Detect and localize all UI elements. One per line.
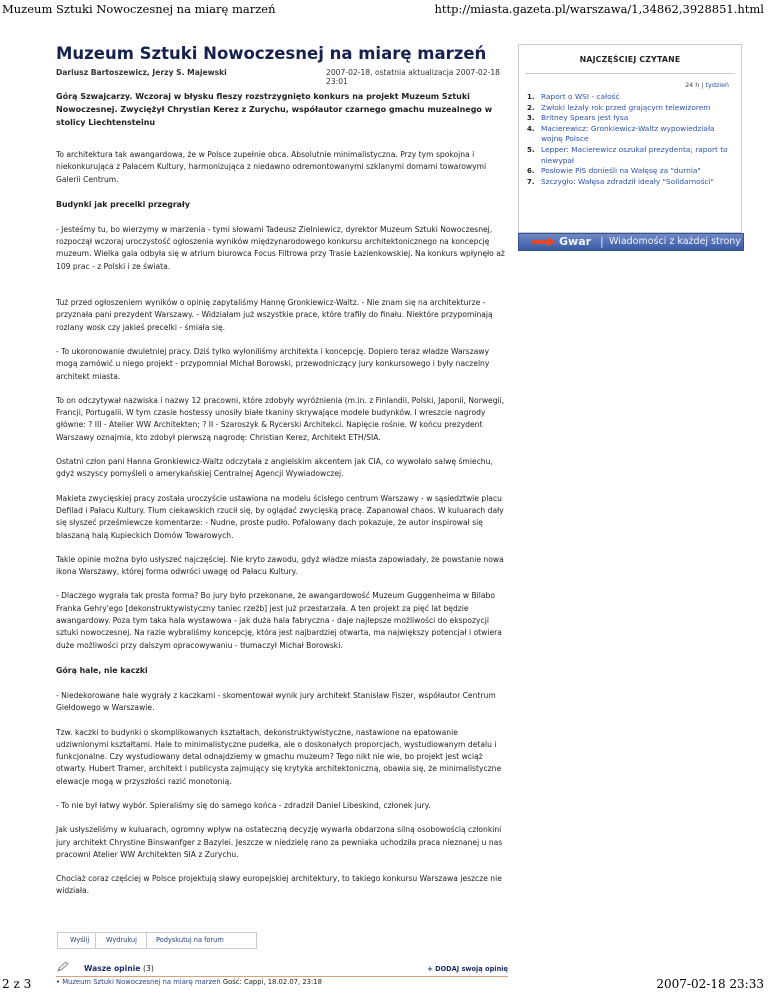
gwar-banner[interactable]	[518, 233, 744, 251]
comments-title-text: Wasze opinie	[84, 964, 141, 973]
item-number: 1.	[527, 93, 535, 101]
print-button[interactable]: Wydrukuj	[106, 936, 138, 944]
article-paragraph: - To nie był łatwy wybór. Spieraliśmy się do samego końca - zdradził Daniel Libeskind, członek jury.	[56, 800, 431, 810]
comments-count: (3)	[143, 964, 154, 973]
article-paragraph: Tuż przed ogłoszeniem wyników o opinię zapytaliśmy Hannę Gronkiewicz-Waltz. - Nie znam się na architekturze - przyznała pani prezydent Warszawy. - Widziałam już wszystkie prace, które trafiły do finału. Niektóre przypominają rozlany wosk czy jakieś precelki - śmiała się.	[56, 298, 493, 332]
actions-divider	[95, 933, 96, 948]
most-read-item[interactable]	[519, 166, 729, 177]
article-paragraph: - To ukoronowanie dwuletniej pracy. Dziś tylko wyłoniliśmy architekta i koncepcję. Dopiero teraz władze Warszawy mogą zamówić u niego projekt - przypomniał Michał Borowski, przewodniczący jury konkursowego i były naczelny architekt miasta.	[56, 346, 490, 381]
article-paragraph: Ostatni człon pani Hanna Gronkiewicz-Waltz odczytała z angielskim akcentem jak CIA, co wywołało salwę śmiechu, gdyż wszyscy pomyśleli o amerykańskiej Centralnej Agencji Wywiadowczej.	[56, 457, 493, 479]
most-read-title: NAJCZĘŚCIEJ CZYTANE	[579, 55, 681, 64]
article-paragraph: Chociaż coraz częściej w Polsce projektują sławy europejskiej architektury, to takiego konkursu Warszawa jeszcze nie widziała.	[56, 874, 502, 896]
item-link[interactable]: Zwłoki leżały rok przed grającym telewizorem	[541, 102, 711, 112]
article-paragraph: - Dlaczego wygrała tak prosta forma? Bo jury było przekonane, że awangardowość Muzeum Guggenheima w Bilabo Franka Gehry'ego [dekonstruktywistyczny taniec rzeźb] jest już przestarzała. A ten projekt za pięć lat będzie awangardowy. Poza tym taka hala wystawowa - jak duża hala fabryczna - daje najlepsze możliwości do ekspozycji sztuki nowoczesnej. Na razie wybraliśmy koncepcję, która jest najbardziej otwarta, ma największy potencjał i otwiera duże możliwości przy dalszym opracowywaniu - tłumaczył Michał Borowski.	[56, 591, 502, 650]
discuss-forum-button[interactable]: Podyskutuj na forum	[156, 936, 224, 944]
article-paragraph: Makieta zwycięskiej pracy została uroczyście ustawiona na modelu ścisłego centrum Warszawy - w sąsiedztwie placu Defilad i Pałacu Kultury. Tłum ciekawskich rzucił się, by oglądać zwycięską pracę. Zapanował chaos. W kuluarach dały się słyszeć prześmiewcze komentarze: - Nudne, proste pudło. Pofalowany dach pokazuje, że autor inspirował się blaszaną halą Kupieckich Domów Towarowych.	[56, 493, 504, 540]
item-number: 2.	[527, 103, 535, 112]
most-read-item[interactable]	[519, 124, 729, 145]
most-read-list	[519, 92, 729, 187]
tab-separator: |	[701, 81, 704, 89]
send-button[interactable]: Wyślij	[70, 936, 90, 944]
comment-link[interactable]: Muzeum Sztuki Nowoczesnej na miarę marzeń	[62, 978, 221, 986]
article-paragraph: To architektura tak awangardowa, że w Polsce zupełnie obca. Absolutnie minimalistyczna. Przy tym spokojna i niekonkurująca z Pałacem Kultury, harmonizująca z niedawno odremontowanymi szklanymi domami towarowymi Galerii Centrum.	[56, 150, 487, 184]
most-read-item[interactable]	[519, 92, 729, 103]
most-read-item[interactable]	[519, 145, 729, 166]
item-link[interactable]: Britney Spears jest łysa	[541, 113, 629, 123]
print-page-number: 2 z 3	[2, 977, 32, 991]
item-number: 6.	[527, 167, 535, 176]
most-read-divider	[525, 73, 735, 74]
tab-week[interactable]: tydzień	[705, 81, 729, 89]
print-header	[0, 0, 768, 18]
banner-brand: Gwar	[559, 235, 592, 248]
item-number: 3.	[527, 114, 535, 123]
most-read-item[interactable]	[519, 177, 729, 188]
bullet-icon: •	[56, 978, 61, 986]
item-number: 7.	[527, 177, 535, 186]
banner-tagline: Wiadomości z każdej strony	[609, 236, 741, 247]
article-title: Muzeum Sztuki Nowoczesnej na miarę marzeń	[56, 44, 487, 63]
article-paragraph: Takie opinie można było usłyszeć najczęściej. Nie kryto zawodu, gdyż władze miasta zapowiadały, że powstanie nowa ikona Warszawy, której forma odwróci uwagę od Pałacu Kultury.	[56, 554, 504, 577]
banner-separator: |	[600, 235, 604, 248]
item-number: 5.	[527, 145, 535, 154]
article-dates: 2007-02-18, ostatnia aktualizacja 2007-02-18 23:01	[326, 68, 500, 86]
comment-meta: Gość: Cappi, 18.02.07, 23:18	[222, 978, 322, 986]
comments-title[interactable]	[84, 964, 154, 973]
most-read-box	[518, 44, 742, 233]
print-page-url[interactable]: http://miasta.gazeta.pl/warszawa/1,34862,3928851.html	[434, 2, 764, 16]
print-date: 2007-02-18 23:33	[656, 977, 764, 991]
item-link[interactable]: Raport o WSI - całość	[541, 92, 620, 101]
item-link[interactable]: Szczygło: Wałęsa zdradził ideały "Solidarności"	[541, 176, 715, 186]
pencil-icon	[56, 961, 70, 973]
item-link[interactable]: Macierewicz: Gronkiewicz-Waltz wypowiedziała wojnę Polsce	[541, 123, 715, 144]
print-footer	[0, 975, 768, 994]
article-authors: Dariusz Bartoszewicz, Jerzy S. Majewski	[56, 68, 227, 77]
article-subheading: Budynki jak precelki przegrały	[56, 199, 190, 209]
article-actions	[57, 932, 257, 949]
article-paragraph: Tzw. kaczki to budynki o skomplikowanych kształtach, dekonstruktywistyczne, nastawione na epatowanie udziwnionymi kształtami. Hale to minimalistyczne pudełka, ale o doskonałych proporcjach, wystudiowanym detalu i funkcjonalne. Czy wystudiowany detal odnajdziemy w gmachu muzeum? Tego nikt nie wie, bo projekt jest wciąż otwarty. Hubert Tramer, architekt i publicysta zajmujący się krytyka architektoniczną, obawia się, że minimalistyczne elewacje mogą w przyszłości razić monotonią.	[56, 727, 502, 786]
tab-24h[interactable]: 24 h	[685, 81, 700, 89]
actions-divider	[146, 933, 147, 948]
article-paragraph: - Jesteśmy tu, bo wierzymy w marzenia - tymi słowami Tadeusz Zielniewicz, dyrektor Muzeum Sztuki Nowoczesnej, rozpoczął wczoraj uroczystość ogłoszenia wyników międzynarodowego konkursu architektonicznego na koncepcję muzeum. Wielka gala odbyła się w atrium biurowca Focus Filtrowa przy Trasie Łazienkowskiej. Na konkurs wpłynęło aż 109 prac - z Polski i ze świata.	[56, 224, 505, 271]
byline	[56, 68, 508, 86]
item-link[interactable]: Posłowie PiS donieśli na Wałęsę za "durnia"	[541, 166, 701, 176]
article-paragraph: To on odczytywał nazwiska i nazwy 12 pracowni, które zdobyły wyróżnienia (m.in. z Finlandii, Polski, Japonii, Norwegii, Francji, Portugalii. W tym czasie hostessy unosiły białe tkaniny skrywające modele budynków. I wreszcie nagrody główne: ? III - Atelier WW Architekten; ? II - Szaroszyk & Rycerski Architekci. Napięcie rośnie. W końcu prezydent Warszawy oznajmia, kto zdobył pierwszą nagrodę: Christian Kerez, Architekt ETH/SIA.	[56, 395, 505, 442]
article-subheading: Górą hale, nie kaczki	[56, 665, 148, 675]
item-link[interactable]: Lepper: Macierewicz oszukał prezydenta; raport to niewypał	[541, 144, 728, 165]
article	[56, 44, 508, 898]
article-paragraph: Jak usłyszeliśmy w kuluarach, ogromny wpływ na ostateczną decyzję wywarła obdarzona silną osobowością członkini jury architekt Chrystine Binswanfger z Bazylei. Jeszcze w niedzielę rano za pewniaka uchodziła praca nieznanej u nas pracowni Atelier WW Architekten SIA z Zurychu.	[56, 825, 503, 859]
article-paragraph: - Niedekorowane hale wygrały z kaczkami - skomentował wynik jury architekt Stanisław Fiszer, współautor Centrum Giełdowego w Warszawie.	[56, 690, 496, 713]
item-number: 4.	[527, 124, 535, 133]
most-read-tabs	[685, 81, 729, 89]
print-page-title: Muzeum Sztuki Nowoczesnej na miarę marzeń	[2, 2, 276, 16]
most-read-item[interactable]	[519, 113, 729, 124]
arrow-right-icon	[532, 237, 556, 247]
article-lead: Górą Szwajcarzy. Wczoraj w błysku fleszy rozstrzygnięto konkurs na projekt Muzeum Sztuki Nowoczesnej. Zwyciężył Chrystian Kerez z Zurychu, współautor czarnego gmachu muzealnego w stolicy Liechtensteinu	[56, 92, 493, 127]
most-read-item[interactable]	[519, 103, 729, 114]
add-opinion-button[interactable]: + DODAJ swoją opinię	[427, 965, 508, 973]
